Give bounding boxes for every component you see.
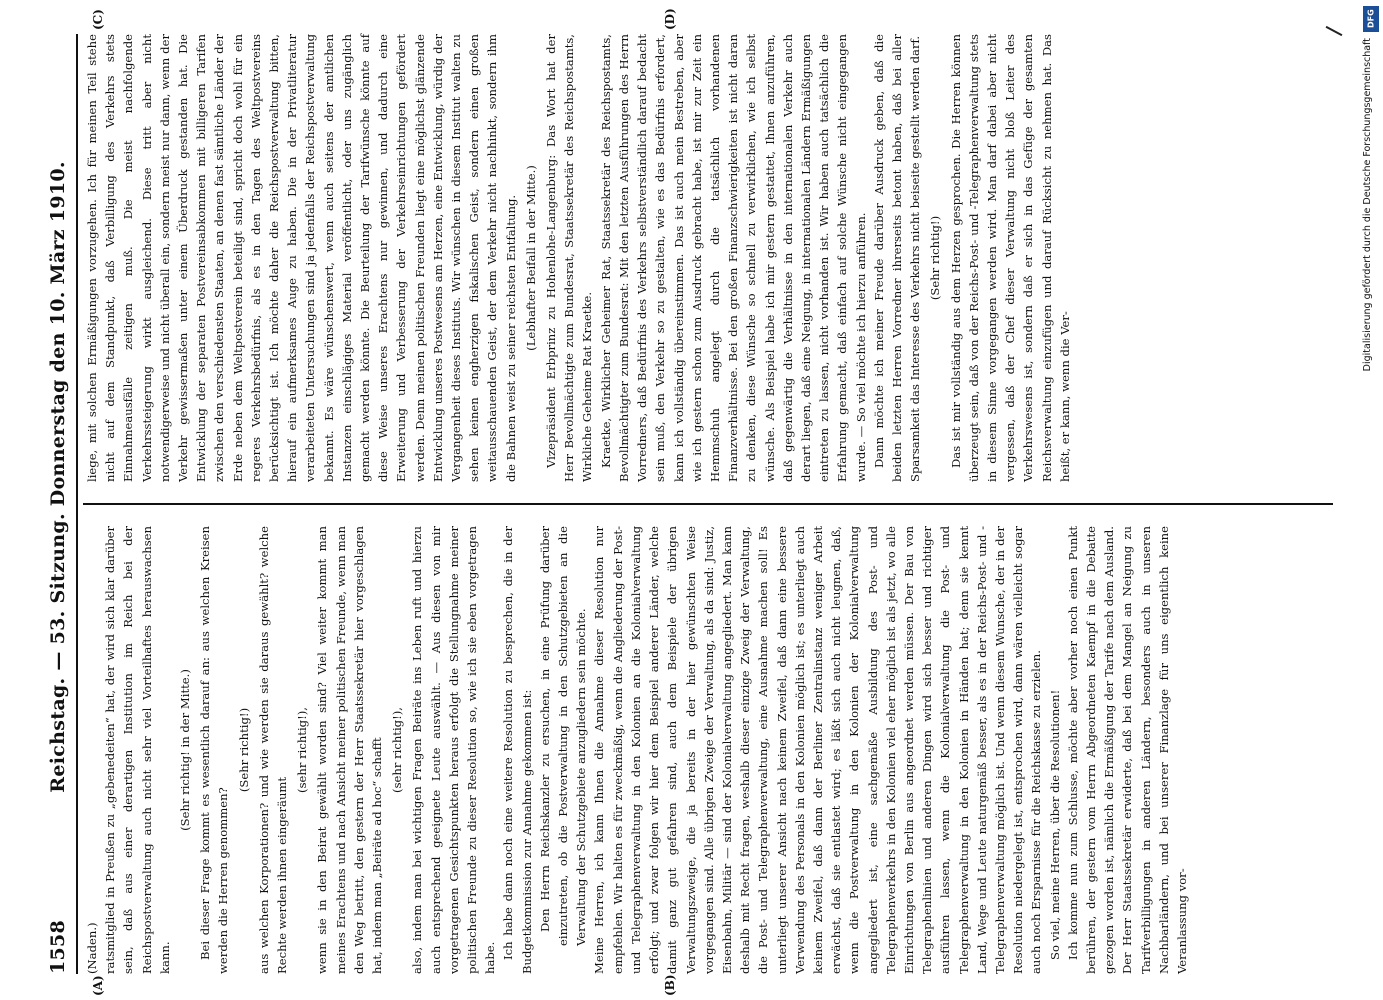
interjection: (Sehr richtig!) <box>236 707 251 793</box>
paragraph: wenn sie in den Beirat gewählt worden sind? Viel weiter kommt man meines Erachtens und nach Ansicht meiner politischen Freunde, wenn man den Weg betritt, den gestern der Herr Staatssekretär hier vorgeschlagen hat, indem man „Beiräte ad hoc“ schafft <box>315 526 385 974</box>
paragraph: Meine Herren, ich kann Ihnen die Annahme dieser Resolution nur empfehlen. Wir halten es für zweckmäßig, wenn die Angliederung der Post- und Telegraphenverwaltung in den Kolonien an die Kolonialverwaltung erfolgt; und zwar folgen wir hier dem Beispiel anderer Länder, welche damit ganz gut gefahren sind, auch dem Beispiele der übrigen Verwaltungszweige, die ja bereits in der hier gewünschten Weise vorgegangen sind. Alle übrigen Zweige der Verwaltung, als da sind: Justiz, Eisenbahn, Militär — sind der Kolonialverwaltung angegliedert. Man kann deshalb mit Recht fragen, weshalb dieser einzige Zweig der Verwaltung, die Post- und Telegraphenverwaltung, eine Ausnahme machen soll! Es unterliegt unserer Ansicht nach keinem Zweifel, daß dann eine bessere Verwendung des Personals in den Kolonien möglich ist; es unterliegt auch keinem Zweifel, daß dann der Berliner Zentralinstanz weniger Arbeit erwächst, daß sie entlastet wird; es läßt sich auch nicht leugnen, daß, wenn die Postverwaltung in den Kolonien der Kolonialverwaltung angegliedert ist, eine sachgemäße Ausbildung des Post- und Telegraphenverkehrs in den Kolonien viel eher möglich ist als jetzt, wo alle Einrichtungen von Berlin aus angeordnet werden müssen. Der Bau von Telegraphenlinien und anderen Dingen wird sich besser und richtiger ausführen lassen, wenn die Kolonialverwaltung die Post- und Telegraphenverwaltung in den Kolonien in Händen hat; denn sie kennt Land, Wege und Leute naturgemäß besser, als es in der Reichs-Post- und -Telegraphenverwaltung möglich ist. Und wenn diesem Wunsche, der in der Resolution niedergelegt ist, entsprochen wird, dann wären vielleicht sogar auch noch Ersparnisse für die Reichskasse zu erzielen. <box>592 526 1044 974</box>
paragraph: Vizepräsident Erbprinz zu Hohenlohe-Langenburg: Das Wort hat der Herr Bevollmächtigte zum Bundesrat, Staatssekretär des Reichspostamts, Wirkliche Geheime Rat Kraetke. <box>544 34 595 482</box>
margin-marker-b: (B) <box>663 974 677 996</box>
paragraph: Dann möchte ich meiner Freude darüber Ausdruck geben, daß die beiden letzten Herren Vorredner ihrerseits betont haben, daß bei aller Sparsamkeit das Interesse des Verkehrs nicht beiseite gestellt werden darf. <box>871 34 923 482</box>
paragraph: aus welchen Korporationen? und wie werden sie daraus gewählt? welche Rechte werden ihnen eingeräumt <box>256 526 290 974</box>
header-rule <box>76 34 78 974</box>
page-number: 1558 <box>47 919 69 974</box>
interjection: (sehr richtig!), <box>295 707 310 793</box>
interjection: (Sehr richtig! in der Mitte.) <box>178 669 193 831</box>
paragraph: Kraetke, Wirklicher Geheimer Rat, Staatssekretär des Reichspostamts, Bevollmächtigter zum Bundesrat: Mit den letzten Ausführungen des Herrn Vorredners, daß Bedürfnis des Verkehrs selbstverständlich darauf bedacht sein muß, den Verkehr so zu gestalten, wie es das Bedürfnis erfordert, kann ich vollständig übereinstimmen. Das ist auch mein Bestreben, aber wie ich gestern schon zum Ausdruck gebracht habe, ist mir zur Zeit ein Hemmschuh angelegt durch die tatsächlich vorhandenen Finanzverhältnisse. Bei den großen Finanzschwierigkeiten ist nicht daran zu denken, diese Wünsche so schnell zu verwirklichen, wie ich selbst wünsche. Als Beispiel habe ich mir gestern gestattet, Ihnen anzuführen, daß gegenwärtig die Verhältnisse in den internationalen Verkehr auch derart liegen, daß eine Neigung, in internationalen Ländern Ermäßigungen eintreten zu lassen, nicht vorhanden ist. Wir haben auch tatsächlich die Erfahrung gemacht, daß einfach auf solche Wünsche nicht eingegangen wurde. — So viel möchte ich hierzu anführen. <box>598 34 868 482</box>
page-title: Reichstag. — 53. Sitzung. Donnerstag den 10. März 1910. <box>47 161 69 793</box>
paragraph: ratsmitglied in Preußen zu „gebenedeiten“ hat, der wird sich klar darüber sein, daß aus einer derartigen Institution im Reich bei der Reichspostverwaltung auch nicht sehr viel Vorteilhaftes herauswachsen kann. <box>103 526 172 974</box>
column-divider <box>83 503 1333 505</box>
paragraph: Das ist mir vollständig aus dem Herzen gesprochen. Die Herren können überzeugt sein, daß von der Reichs-Post- und -Telegraphenverwaltung stets in diesem Sinne vorgegangen werden wird. Man darf dabei aber nicht vergessen, daß der Chef dieser Verwaltung nicht bloß Leiter des Verkehrswesens ist, sondern daß er sich in das Gefüge der gesamten Reichsverwaltung einzufügen und darauf Rücksicht zu nehmen hat. Das heißt, er kann, wenn die Ver- <box>948 34 1072 482</box>
speaker-note: (Naden.) <box>85 922 99 974</box>
paragraph: Ich habe dann noch eine weitere Resolution zu besprechen, die in der Budgetkommission zur Annahme gekommen ist: <box>501 526 534 974</box>
interjection: (sehr richtig!), <box>390 707 405 793</box>
margin-marker-a: (A) <box>91 975 105 996</box>
paragraph: liege, mit solchen Ermäßigungen vorzugehen. Ich für meinen Teil stehe nicht auf dem Standpunkt, daß Verbilligung des Verkehrs stets Einnahmeausfälle zeitigen muß. Die meist nachfolgende Verkehrssteigerung wirkt ausgleichend. Diese tritt aber nicht notwendigerweise und nicht überall ein, sondern meist nur dann, wenn der Verkehr gewissermaßen unter einem Überdruck gestanden hat. Die Entwicklung der separaten Postvereinsabkommen mit billigeren Tarifen zwischen den verschiedensten Staaten, an denen fast sämtliche Länder der Erde neben dem Weltpostverein beteiligt sind, spricht doch wohl für ein regeres Verkehrsbedürfnis, als es in den Tagen des Weltpostvereins berücksichtigt ist. Ich möchte daher die Reichspostverwaltung bitten, hierauf ein aufmerksames Auge zu haben. Die in der Privatliteratur verarbeiteten Untersuchungen sind ja jedenfalls der Reichspostverwaltung bekannt. Es wäre wünschenswert, wenn auch seitens der amtlichen Instanzen einschlägiges Material veröffentlicht, oder uns zugänglich gemacht werden könnte. Die Beurteilung der Tarifwünsche könnte auf diese Weise unseres Erachtens nur gewinnen, und dadurch eine Erweiterung und Verbesserung der Verkehrseinrichtungen gefördert werden. Denn meinen politischen Freunden liegt eine möglichst glänzende Entwicklung unseres Postwesens am Herzen, eine Entwicklung, würdig der Vergangenheit dieses Instituts. Wir wünschen in diesem Institut walten zu sehen keinen engherzigen fiskalischen Geist, sondern einen großen weitausschauenden Geist, der dem Verkehr nicht nachhinkt, sondern ihm die Bahnen weist zu seiner reichsten Entfaltung. <box>85 34 518 482</box>
margin-marker-d: (D) <box>663 8 677 30</box>
interjection: (Lebhafter Beifall in der Mitte.) <box>523 165 538 351</box>
left-column <box>83 526 1343 974</box>
paragraph: Bei dieser Frage kommt es wesentlich darauf an: aus welchen Kreisen werden die Herren genommen? <box>198 526 231 974</box>
margin-marker-c: (C) <box>91 9 105 30</box>
digitization-credit: Digitalisierung gefördert durch die Deutsche Forschungsgemeinschaft <box>1362 38 1373 372</box>
dfg-logo: DFG <box>1363 6 1379 32</box>
interjection: (Sehr richtig!) <box>928 215 943 301</box>
resolution-quote: Den Herrn Reichskanzler zu ersuchen, in eine Prüfung darüber einzutreten, ob die Postverwaltung in den Schutzgebieten an die Verwaltung der Schutzgebiete anzugliedern sein möchte. <box>537 526 589 946</box>
paragraph: Ich komme nun zum Schlusse, möchte aber vorher noch einen Punkt berühren, der gestern vom Herrn Abgeordneten Kaempf in die Debatte gezogen worden ist, nämlich die Ermäßigung der Tarife nach dem Ausland. Der Herr Staatssekretär erwiderte, daß bei dem Mangel an Neigung zu Tarifverbilligungen in anderen Ländern, besonders auch in unseren Nachbarländern, und bei unserer Finanzlage für uns eigentlich keine Veranlassung vor- <box>1065 526 1189 974</box>
rotated-page <box>43 8 1343 996</box>
paragraph: So viel, meine Herren, über die Resolutionen! <box>1047 689 1062 960</box>
right-column <box>83 34 1343 482</box>
paragraph: also, indem man bei wichtigen Fragen Beiräte ins Leben ruft und hierzu auch entsprechend geeignete Leute auswählt. — Aus diesen von mir vorgetragenen Gesichtspunkten heraus erfolgt die Stellungnahme meiner politischen Freunde zu dieser Resolution so, wie ich sie eben vorgetragen habe. <box>410 526 498 974</box>
digitization-sidebar <box>1362 6 1380 606</box>
page-header <box>43 34 73 974</box>
